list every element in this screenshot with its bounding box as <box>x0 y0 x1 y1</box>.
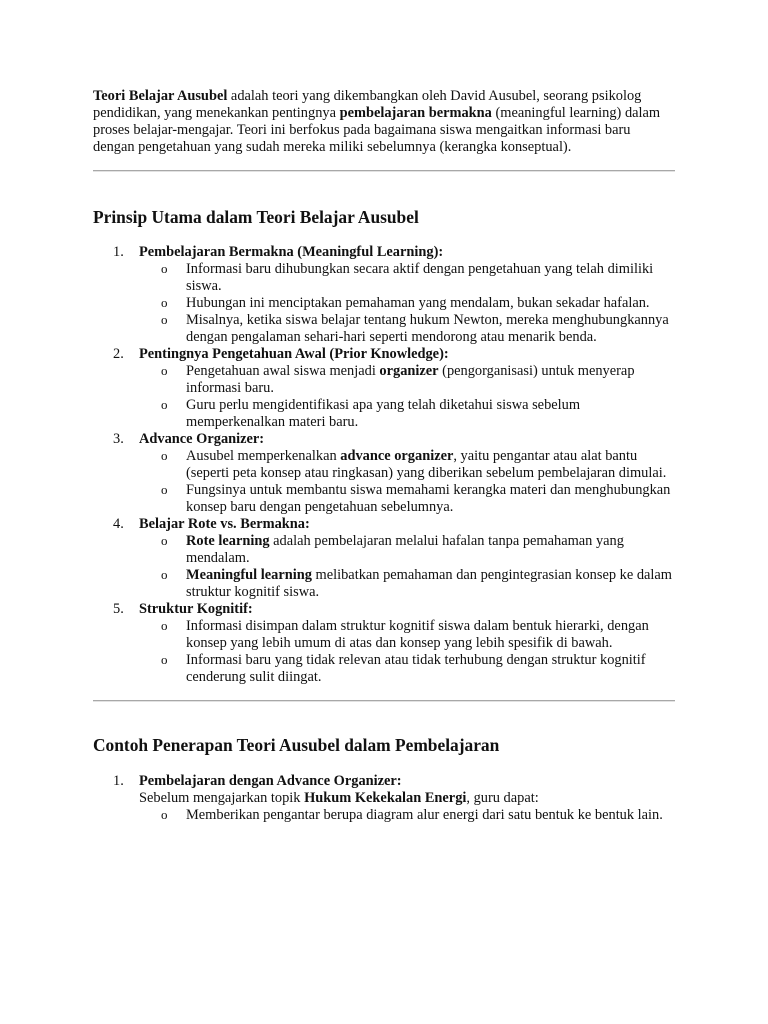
item-title: Pembelajaran Bermakna (Meaningful Learning): <box>139 244 444 260</box>
bullet-icon: o <box>161 533 168 548</box>
sub-item-text: Informasi baru yang tidak relevan atau tidak terhubung dengan struktur kognitif cenderung sulit diingat. <box>186 652 646 685</box>
bullet-icon: o <box>161 448 168 463</box>
section-heading-examples: Contoh Penerapan Teori Ausubel dalam Pembelajaran <box>93 735 500 755</box>
sub-list-item <box>139 652 675 686</box>
sub-list-item <box>139 482 675 516</box>
intro-paragraph <box>93 88 675 156</box>
list-item <box>93 773 675 824</box>
item-number: 5. <box>113 601 124 617</box>
bullet-icon: o <box>161 312 168 327</box>
sub-item-text: Informasi baru dihubungkan secara aktif dengan pengetahuan yang telah dimiliki siswa. <box>186 261 654 294</box>
document-content <box>93 88 675 824</box>
sub-list-item <box>139 312 675 346</box>
bullet-icon: o <box>161 618 168 633</box>
sub-item-text: Informasi disimpan dalam struktur kognitif siswa dalam bentuk hierarki, dengan konsep yang lebih umum di atas dan konsep yang lebih spesifik di bawah. <box>186 618 649 651</box>
sub-item-text-post: (pengorganisasi) untuk menyerap informasi baru. <box>186 363 635 396</box>
item-number: 1. <box>113 244 124 260</box>
item-title: Pembelajaran dengan Advance Organizer: <box>139 773 402 789</box>
sub-list <box>139 261 675 346</box>
bullet-icon: o <box>161 482 168 497</box>
horizontal-rule <box>93 700 675 702</box>
list-item <box>93 346 675 431</box>
bullet-icon: o <box>161 295 168 310</box>
item-number: 3. <box>113 431 124 447</box>
sub-item-text-post: melibatkan pemahaman dan pengintegrasian konsep ke dalam struktur kognitif siswa. <box>186 567 672 600</box>
item-line-bold: Hukum Kekekalan Energi <box>304 790 467 806</box>
sub-list-item <box>139 295 675 312</box>
item-title: Struktur Kognitif: <box>139 601 253 617</box>
list-item <box>93 431 675 516</box>
examples-list <box>93 773 675 824</box>
sub-item-text: Fungsinya untuk membantu siswa memahami kerangka materi dan menghubungkan konsep baru dengan pengetahuan sebelumnya. <box>186 482 671 515</box>
sub-item-bold: Meaningful learning <box>186 567 312 583</box>
sub-list-item <box>139 448 675 482</box>
bullet-icon: o <box>161 363 168 378</box>
sub-list <box>139 363 675 431</box>
list-item <box>93 516 675 601</box>
section-heading-principles: Prinsip Utama dalam Teori Belajar Ausubel <box>93 207 419 227</box>
sub-item-bold: advance organizer <box>340 448 454 464</box>
sub-list-item <box>139 261 675 295</box>
item-number: 2. <box>113 346 124 362</box>
sub-list-item <box>139 567 675 601</box>
sub-list-item <box>139 618 675 652</box>
item-title: Advance Organizer: <box>139 431 265 447</box>
bullet-icon: o <box>161 807 168 822</box>
item-title: Belajar Rote vs. Bermakna: <box>139 516 310 532</box>
sub-list-item <box>139 397 675 431</box>
bullet-icon: o <box>161 397 168 412</box>
sub-list-item <box>139 363 675 397</box>
sub-item-text-pre: Ausubel memperkenalkan <box>186 448 341 464</box>
sub-item-text: Misalnya, ketika siswa belajar tentang hukum Newton, mereka menghubungkannya dengan pengalaman sehari-hari seperti mendorong atau menarik benda. <box>186 312 669 345</box>
item-title: Pentingnya Pengetahuan Awal (Prior Knowledge): <box>139 346 449 362</box>
item-line-pre: Sebelum mengajarkan topik <box>139 790 305 806</box>
sub-list <box>139 533 675 601</box>
sub-list <box>139 618 675 686</box>
intro-text-2: (meaningful learning) dalam proses belajar-mengajar. Teori ini berfokus pada bagaimana siswa mengaitkan informasi baru dengan pengetahuan yang sudah mereka miliki sebelumnya (kerangka konseptual). <box>93 105 661 155</box>
sub-list-item <box>139 807 675 824</box>
sub-list-item <box>139 533 675 567</box>
intro-bold-lead: Teori Belajar Ausubel <box>93 88 228 104</box>
sub-item-text-post: , yaitu pengantar atau alat bantu (seperti peta konsep atau ringkasan) yang diberikan sebelum pembelajaran dimulai. <box>186 448 667 481</box>
sub-item-text-pre: Pengetahuan awal siswa menjadi <box>186 363 380 379</box>
list-item <box>93 244 675 346</box>
item-number: 4. <box>113 516 124 532</box>
item-line-post: , guru dapat: <box>466 790 539 806</box>
item-number: 1. <box>113 773 124 789</box>
bullet-icon: o <box>161 261 168 276</box>
intro-text-1: adalah teori yang dikembangkan oleh David Ausubel, seorang psikolog pendidikan, yang menekankan pentingnya <box>93 88 642 121</box>
sub-item-bold: organizer <box>379 363 439 379</box>
list-item <box>93 601 675 686</box>
horizontal-rule <box>93 170 675 172</box>
bullet-icon: o <box>161 652 168 667</box>
intro-bold-mid: pembelajaran bermakna <box>339 105 492 121</box>
sub-item-text: Hubungan ini menciptakan pemahaman yang mendalam, bukan sekadar hafalan. <box>186 295 650 311</box>
principles-list <box>93 244 675 686</box>
sub-item-bold: Rote learning <box>186 533 270 549</box>
sub-item-text: Memberikan pengantar berupa diagram alur energi dari satu bentuk ke bentuk lain. <box>186 807 663 823</box>
sub-list <box>139 448 675 516</box>
sub-list <box>139 807 675 824</box>
bullet-icon: o <box>161 567 168 582</box>
sub-item-text: Guru perlu mengidentifikasi apa yang telah diketahui siswa sebelum memperkenalkan materi baru. <box>186 397 581 430</box>
sub-item-text-post: adalah pembelajaran melalui hafalan tanpa pemahaman yang mendalam. <box>186 533 624 566</box>
